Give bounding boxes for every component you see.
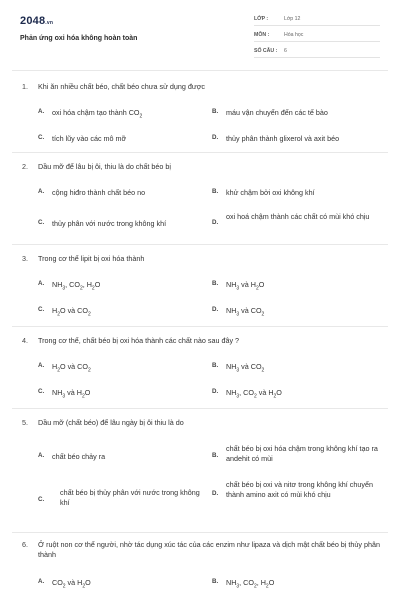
- option-letter: A.: [38, 188, 45, 195]
- option-letter: D.: [212, 219, 219, 226]
- question-number: 2.: [22, 162, 28, 171]
- option-text: $NH_3$ và $H_2O$: [52, 388, 91, 400]
- question-number: 1.: [22, 82, 28, 91]
- question-number: 5.: [22, 418, 28, 427]
- option-text: $NH_3$ và $CO_2$: [226, 306, 265, 318]
- question-number: 6.: [22, 540, 28, 549]
- option-letter: A.: [38, 108, 45, 115]
- question-number: 3.: [22, 254, 28, 263]
- meta-question-count-label: SỐ CÂU :: [254, 48, 278, 54]
- question-divider: [12, 326, 388, 327]
- question-divider: [12, 532, 388, 533]
- option-letter: D.: [212, 134, 219, 141]
- option-text: oxi hoá chậm thành các chất có mùi khó chịu: [226, 212, 370, 221]
- option-letter: D.: [212, 306, 219, 313]
- meta-subject: [254, 30, 380, 42]
- question-text: Dầu mỡ (chất béo) để lâu ngày bị ôi thiu là do: [38, 418, 184, 427]
- option-letter: B.: [212, 452, 219, 459]
- option-text: cộng hiđro thành chất béo no: [52, 188, 146, 197]
- meta-subject-value: Hóa học: [284, 32, 304, 38]
- option-text: $CO_2$ và $H_2O$: [52, 578, 91, 590]
- option-text: $NH_3$, $CO_2$, $H_2O$: [226, 578, 275, 590]
- question-text: Khi ăn nhiều chất béo, chất béo chưa sử dụng được: [38, 82, 206, 91]
- option-text: $NH_3$ và $H_2O$: [226, 280, 265, 292]
- option-letter: A.: [38, 578, 45, 585]
- option-text: tích lũy vào các mô mỡ: [52, 134, 127, 143]
- question-number: 4.: [22, 336, 28, 345]
- page-title: Phản ứng oxi hóa không hoàn toàn: [20, 35, 138, 42]
- meta-subject-label: MÔN :: [254, 32, 270, 38]
- meta-class-value: Lớp 12: [284, 16, 301, 22]
- option-text: $NH_3$, $CO_2$, $H_2O$: [52, 280, 101, 292]
- question-divider: [12, 152, 388, 153]
- option-letter: B.: [212, 578, 219, 585]
- option-text: $H_2O$ và $CO_2$: [52, 362, 91, 374]
- option-letter: B.: [212, 108, 219, 115]
- question-text: Trong cơ thể lipit bị oxi hóa thành: [38, 254, 145, 263]
- option-letter: D.: [212, 490, 219, 497]
- option-text: chất béo bị oxi và nitơ trong không khí chuyển thành amino axit có mùi khó chịu: [226, 480, 373, 499]
- option-letter: C.: [38, 134, 45, 141]
- option-text: chất béo chảy ra: [52, 452, 106, 461]
- option-letter: B.: [212, 188, 219, 195]
- option-letter: C.: [38, 496, 45, 503]
- logo-suffix: .vn: [45, 20, 54, 26]
- option-letter: C.: [38, 306, 45, 313]
- meta-class: [254, 14, 380, 26]
- question-divider: [12, 408, 388, 409]
- question-divider: [12, 244, 388, 245]
- option-text: chất béo bị thủy phân với nước trong không khí: [60, 488, 200, 507]
- option-text: máu vận chuyển đến các tế bào: [226, 108, 328, 117]
- option-letter: C.: [38, 388, 45, 395]
- option-text: oxi hóa chậm tạo thành $CO_2$: [52, 108, 143, 120]
- option-text: $H_2O$ và $CO_2$: [52, 306, 91, 318]
- question-text: Trong cơ thể, chất béo bị oxi hóa thành các chất nào sau đây ?: [38, 336, 240, 345]
- header-divider: [12, 70, 388, 71]
- option-text: chất béo bị oxi hóa chậm trong không khí tạo ra andehit có mùi: [226, 444, 378, 463]
- option-letter: A.: [38, 362, 45, 369]
- option-text: $NH_3$ và $CO_2$: [226, 362, 265, 374]
- meta-question-count-value: 6: [284, 48, 287, 54]
- site-logo[interactable]: [20, 14, 53, 29]
- option-letter: A.: [38, 280, 45, 287]
- option-letter: A.: [38, 452, 45, 459]
- meta-class-label: LỚP :: [254, 16, 269, 22]
- option-text: khử chậm bởi oxi không khí: [226, 188, 315, 197]
- option-text: $NH_3$, $CO_2$ và $H_2O$: [226, 388, 282, 400]
- question-text: Ở ruột non cơ thể người, nhờ tác dụng xúc tác của các enzim như lipaza và dịch mật chất béo bị thủy phân thành: [38, 540, 380, 559]
- option-letter: B.: [212, 362, 219, 369]
- logo-main: 2048: [20, 15, 46, 27]
- question-text: Dầu mỡ để lâu bị ôi, thiu là do chất béo bị: [38, 162, 171, 171]
- option-text: thủy phân thành glixerol và axit béo: [226, 134, 340, 143]
- meta-question-count: [254, 46, 380, 58]
- option-text: thủy phân với nước trong không khí: [52, 219, 167, 228]
- option-letter: C.: [38, 219, 45, 226]
- option-letter: D.: [212, 388, 219, 395]
- option-letter: B.: [212, 280, 219, 287]
- document-header: [0, 0, 400, 62]
